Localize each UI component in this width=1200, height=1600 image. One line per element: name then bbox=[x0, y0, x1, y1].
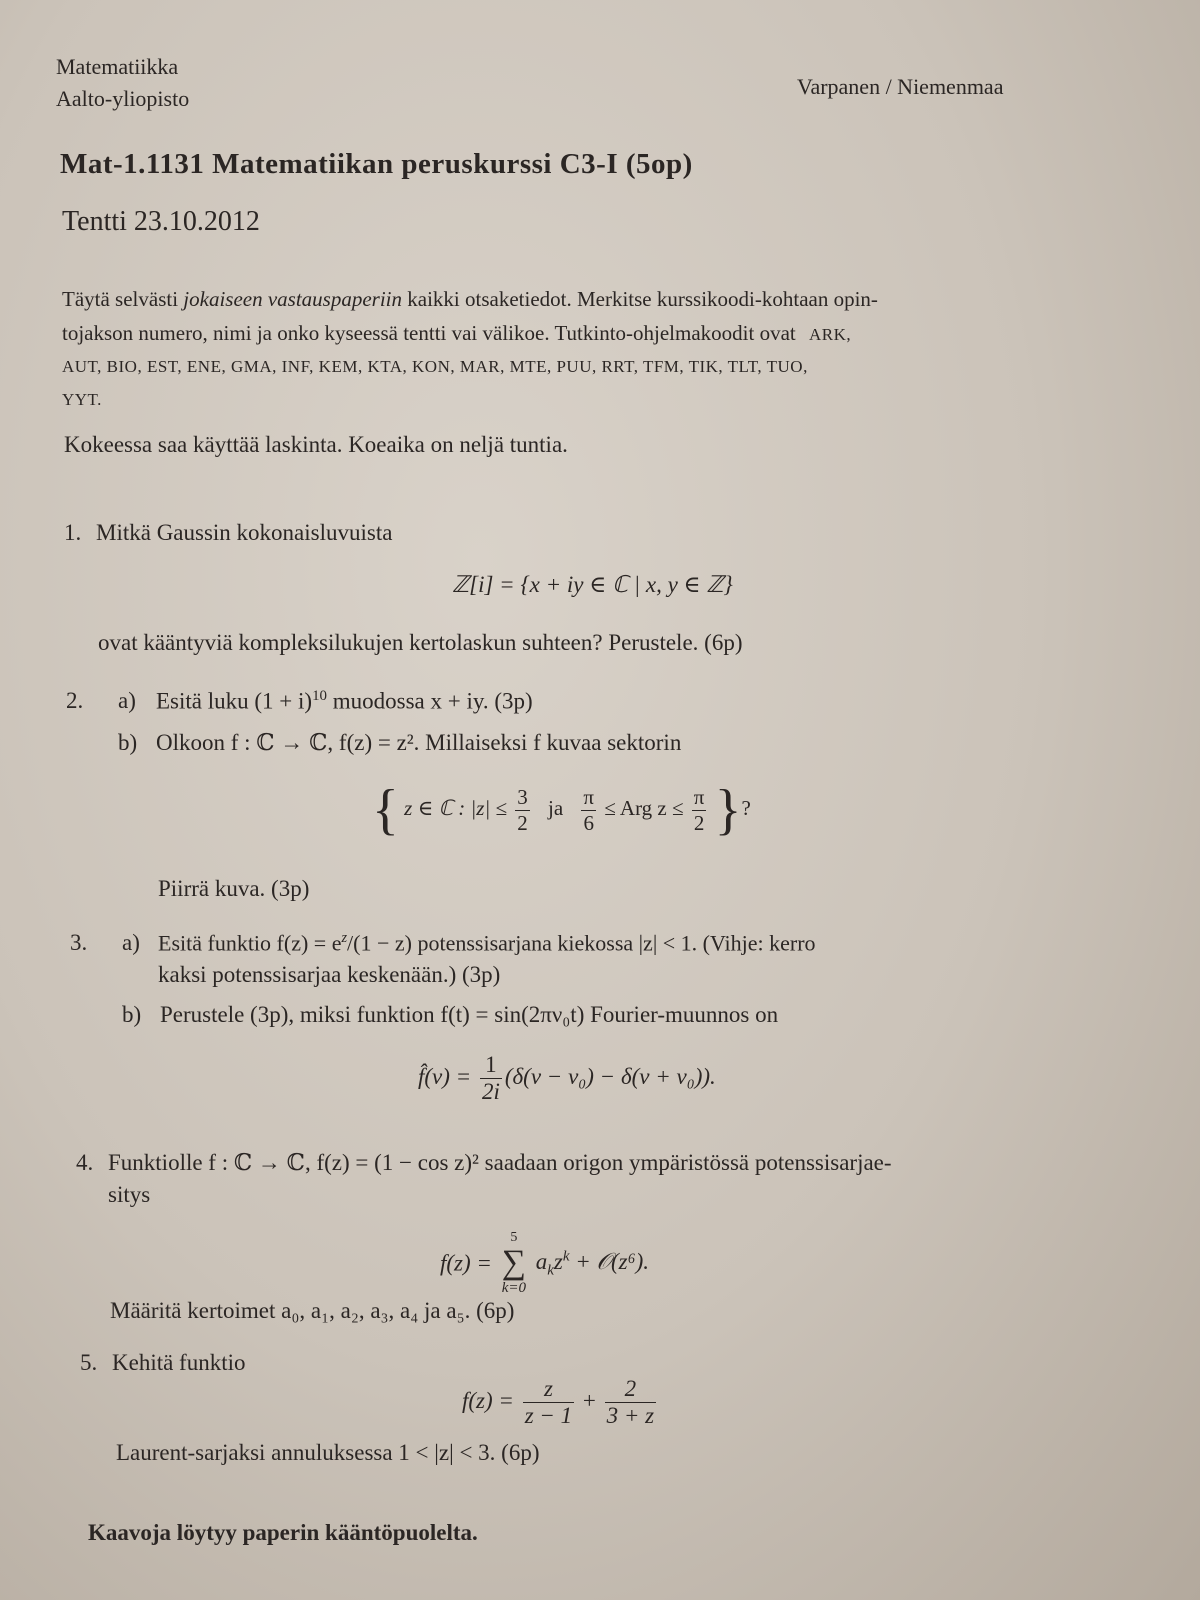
plus-sign: + bbox=[582, 1388, 596, 1414]
problem-4-number: 4. bbox=[76, 1150, 94, 1175]
problem-2a-part: Esitä luku (1 + i) bbox=[156, 688, 313, 714]
fraction-denominator: 2 bbox=[693, 810, 705, 835]
problem-3b-formula bbox=[418, 1052, 716, 1106]
problem-3b-label: b) bbox=[122, 1002, 142, 1027]
fraction-denominator: 3 + z bbox=[606, 1403, 655, 1429]
fraction-numerator: z bbox=[523, 1376, 574, 1403]
problem-2a-text bbox=[156, 688, 533, 715]
fraction-numerator: 2 bbox=[605, 1376, 656, 1403]
problem-2b-label: b) bbox=[118, 730, 138, 755]
set-ja: ja bbox=[548, 795, 564, 820]
fraction-z-over-z-minus-1 bbox=[523, 1376, 574, 1430]
fraction-2-over-3-plus-z bbox=[605, 1376, 656, 1430]
sum-lower-limit: k=0 bbox=[501, 1280, 526, 1296]
problem-2a-label: a) bbox=[118, 688, 136, 713]
instructions-emphasis: jokaiseen vastauspaperiin bbox=[183, 287, 403, 311]
sum-operator bbox=[502, 1230, 526, 1297]
sum-upper-limit: 5 bbox=[510, 1230, 518, 1245]
problem-1-formula: ℤ[i] = {x + iy ∈ ℂ | x, y ∈ ℤ} bbox=[452, 572, 733, 597]
problem-3a-label: a) bbox=[122, 930, 140, 955]
program-codes-end: YYT. bbox=[62, 390, 102, 409]
problem-3a-text-2: kaksi potenssisarjaa keskenään.) (3p) bbox=[158, 962, 501, 987]
problem-3a-text bbox=[158, 930, 816, 956]
problem-5-task: Laurent-sarjaksi annuluksessa 1 < |z| < 3. (6p) bbox=[116, 1440, 540, 1465]
function-lhs: f(z) = bbox=[462, 1388, 514, 1414]
fraction-pi-6 bbox=[581, 785, 596, 834]
problem-4-text-2: sitys bbox=[108, 1182, 151, 1207]
header-university: Aalto-yliopisto bbox=[56, 86, 190, 111]
set-arg-condition: ≤ Arg z ≤ bbox=[604, 795, 684, 820]
header-teachers: Varpanen / Niemenmaa bbox=[797, 74, 1004, 99]
fraction-numerator: 1 bbox=[480, 1052, 502, 1079]
problem-5-number: 5. bbox=[80, 1350, 98, 1375]
calculator-note: Kokeessa saa käyttää laskinta. Koeaika on neljä tuntia. bbox=[64, 432, 568, 457]
problem-2a-part: muodossa x + iy. (3p) bbox=[327, 688, 533, 714]
problem-5-text: Kehitä funktio bbox=[112, 1350, 246, 1375]
variable: z bbox=[553, 1248, 563, 1274]
fourier-transform-lhs: f̂(ν) = bbox=[418, 1064, 472, 1090]
fraction-denominator: z − 1 bbox=[524, 1403, 573, 1429]
problem-4-formula bbox=[440, 1230, 649, 1297]
fraction-pi-2 bbox=[692, 785, 707, 834]
series-rhs bbox=[535, 1247, 649, 1279]
series-lhs: f(z) = bbox=[440, 1250, 492, 1276]
footer-note: Kaavoja löytyy paperin kääntöpuolelta. bbox=[88, 1520, 478, 1545]
problem-3b-text: Perustele (3p), miksi funktion f(t) = sin(2πν₀t) Fourier-muunnos on bbox=[160, 1002, 779, 1027]
instructions-line-1 bbox=[62, 282, 878, 317]
problem-1-text: Mitkä Gaussin kokonaisluvuista bbox=[96, 520, 393, 545]
sum-symbol: ∑ bbox=[501, 1244, 526, 1281]
coefficient-index: k bbox=[547, 1262, 554, 1279]
coefficient: a bbox=[535, 1248, 548, 1274]
instructions-text: kaikki otsaketiedot. Merkitse kurssikoodi-kohtaan opin- bbox=[402, 287, 878, 311]
problem-4-text: Funktiolle f : ℂ → ℂ, f(z) = (1 − cos z)² saadaan origon ympäristössä potenssisarjae- bbox=[108, 1150, 892, 1175]
problem-2-number: 2. bbox=[66, 688, 84, 713]
fraction-denominator: 2 bbox=[517, 810, 528, 835]
left-brace: { bbox=[372, 779, 399, 841]
problem-3-number: 3. bbox=[70, 930, 88, 955]
problem-1-question: ovat kääntyviä kompleksilukujen kertolaskun suhteen? Perustele. (6p) bbox=[98, 630, 743, 655]
problem-5-formula bbox=[462, 1376, 659, 1430]
fraction-numerator: π bbox=[583, 785, 595, 810]
instructions-text: Täytä selvästi bbox=[62, 287, 184, 311]
fraction-1-2i bbox=[480, 1052, 502, 1106]
fraction-denominator: 2i bbox=[481, 1079, 500, 1105]
problem-2b-draw: Piirrä kuva. (3p) bbox=[158, 876, 310, 901]
exam-title: Tentti 23.10.2012 bbox=[62, 206, 260, 237]
set-condition: z ∈ ℂ : |z| ≤ bbox=[404, 795, 508, 820]
instructions-text: tojakson numero, nimi ja onko kyseessä tentti vai välikoe. Tutkinto-ohjelmakoodit ovat bbox=[62, 321, 796, 345]
problem-2b-set bbox=[372, 778, 751, 842]
header-dept: Matematiikka bbox=[56, 54, 179, 79]
problem-1-number: 1. bbox=[64, 520, 82, 545]
fraction-3-2 bbox=[515, 785, 530, 834]
problem-4-task: Määritä kertoimet a₀, a₁, a₂, a₃, a₄ ja a₅. (6p) bbox=[110, 1298, 515, 1323]
problem-2a-exponent: 10 bbox=[312, 688, 327, 704]
program-codes: ARK, bbox=[809, 325, 852, 344]
question-mark: ? bbox=[741, 795, 751, 820]
fraction-denominator: 6 bbox=[583, 810, 594, 835]
instructions-line-2 bbox=[62, 316, 851, 352]
problem-3a-part: /(1 − z) potenssisarjana kiekossa |z| < 1. (Vihje: kerro bbox=[347, 930, 816, 956]
fraction-numerator: 3 bbox=[517, 785, 528, 810]
course-title: Mat-1.1131 Matematiikan peruskurssi C3-I (5op) bbox=[60, 148, 693, 180]
variable-exponent: k bbox=[562, 1247, 570, 1264]
fraction-numerator: π bbox=[693, 785, 705, 810]
right-brace: } bbox=[714, 779, 742, 841]
problem-2b-text: Olkoon f : ℂ → ℂ, f(z) = z². Millaiseksi f kuvaa sektorin bbox=[156, 730, 682, 755]
problem-3a-exponent: z bbox=[341, 930, 348, 946]
big-o-term: + 𝒪(z⁶). bbox=[569, 1248, 649, 1274]
problem-3a-part: Esitä funktio f(z) = e bbox=[158, 930, 342, 956]
fourier-transform-rhs: (δ(ν − ν₀) − δ(ν + ν₀)). bbox=[504, 1064, 716, 1090]
program-codes-line: AUT, BIO, EST, ENE, GMA, INF, KEM, KTA, KON, MAR, MTE, PUU, RRT, TFM, TIK, TLT, TUO, bbox=[62, 357, 808, 376]
